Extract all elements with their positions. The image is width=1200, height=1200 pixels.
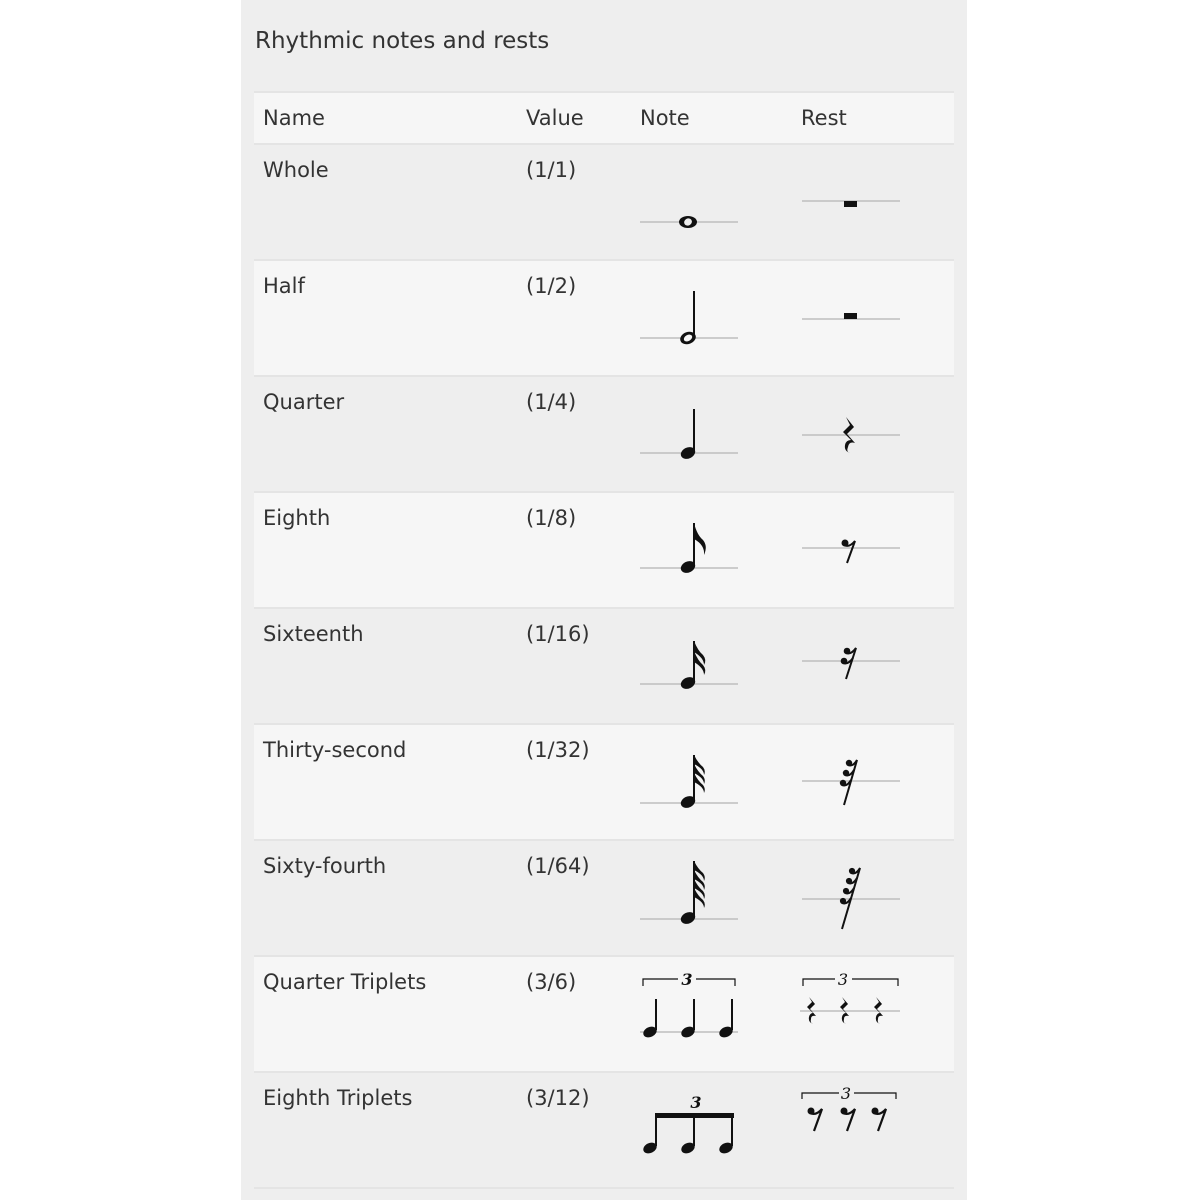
table-row (254, 377, 954, 493)
column-header-value: Value (526, 106, 584, 130)
row-name: Quarter (263, 390, 345, 414)
quarter-rest-icon (794, 377, 914, 491)
sixty-fourth-note-icon (634, 841, 744, 955)
tuplet-number: 3 (681, 970, 693, 989)
table-row (254, 841, 954, 957)
table-row (254, 493, 954, 609)
section-heading: Rhythmic notes and rests (255, 28, 550, 54)
row-value: (1/64) (526, 854, 590, 878)
sixty-fourth-rest-icon (794, 841, 914, 955)
eighth-rest-icon (794, 493, 914, 607)
table-header-row (254, 91, 954, 145)
sixteenth-note-icon (634, 609, 744, 723)
table-row (254, 725, 954, 841)
row-value: (3/12) (526, 1086, 590, 1110)
row-name: Sixteenth (263, 622, 364, 646)
table-row (254, 261, 954, 377)
eighth-triplet-notes-icon (634, 1073, 744, 1187)
table-row (254, 957, 954, 1073)
row-name: Eighth Triplets (263, 1086, 413, 1110)
row-value: (1/16) (526, 622, 590, 646)
row-name: Quarter Triplets (263, 970, 427, 994)
row-name: Whole (263, 158, 329, 182)
tuplet-number: 3 (690, 1093, 702, 1112)
row-value: (1/2) (526, 274, 577, 298)
row-name: Half (263, 274, 305, 298)
table-row (254, 609, 954, 725)
notes-rests-panel (241, 0, 967, 1200)
table-row (254, 145, 954, 261)
rhythm-table (254, 91, 954, 1189)
column-header-note: Note (640, 106, 690, 130)
whole-note-icon (634, 145, 744, 259)
row-value: (1/8) (526, 506, 577, 530)
eighth-triplet-rests-icon (794, 1073, 914, 1187)
row-name: Sixty-fourth (263, 854, 387, 878)
row-value: (3/6) (526, 970, 577, 994)
quarter-triplet-notes-icon (634, 957, 744, 1071)
quarter-note-icon (634, 377, 744, 491)
column-header-rest: Rest (801, 106, 847, 130)
thirty-second-rest-icon (794, 725, 914, 839)
tuplet-number: 3 (840, 1084, 852, 1103)
half-rest-icon (794, 261, 914, 375)
eighth-note-icon (634, 493, 744, 607)
tuplet-number: 3 (837, 970, 849, 989)
row-name: Eighth (263, 506, 331, 530)
row-name: Thirty-second (263, 738, 407, 762)
row-value: (1/4) (526, 390, 577, 414)
sixteenth-rest-icon (794, 609, 914, 723)
whole-rest-icon (794, 145, 914, 259)
quarter-triplet-rests-icon (794, 957, 914, 1071)
row-value: (1/1) (526, 158, 577, 182)
column-header-name: Name (263, 106, 325, 130)
thirty-second-note-icon (634, 725, 744, 839)
table-row (254, 1073, 954, 1189)
half-note-icon (634, 261, 744, 375)
row-value: (1/32) (526, 738, 590, 762)
